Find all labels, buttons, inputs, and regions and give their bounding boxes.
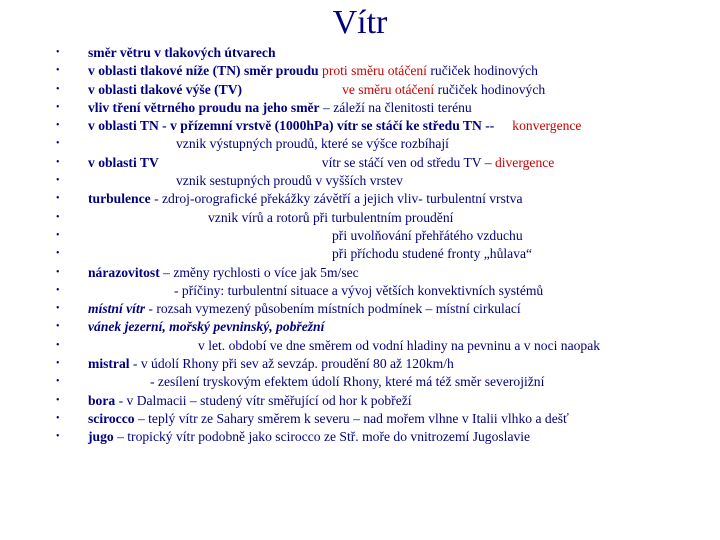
highlight-term: proti směru otáčení xyxy=(322,63,427,79)
term: směr větru v tlakových útvarech xyxy=(88,45,276,60)
bullet-icon: • xyxy=(56,412,60,424)
highlight-term: konvergence xyxy=(512,118,582,134)
line-text xyxy=(208,209,453,227)
highlight-term: ve směru otáčení xyxy=(342,81,435,97)
bullet-icon: • xyxy=(56,65,60,77)
term: mistral xyxy=(88,356,130,372)
text-span: - v údolí Rhony při sev až sevzáp. proudění 80 až 120km/h xyxy=(129,356,454,372)
line-text xyxy=(88,392,412,410)
bullet-line xyxy=(56,337,696,355)
bullet-line xyxy=(56,245,696,263)
line-text xyxy=(332,227,523,245)
line-text xyxy=(150,373,544,391)
term: scirocco xyxy=(88,410,135,426)
bullet-icon: • xyxy=(56,47,60,58)
text-span: – teplý vítr ze Sahary směrem k severu – nad mořem vlhne v Italii vlhko a dešť xyxy=(134,410,569,426)
text-span: při příchodu studené fronty „hůlava“ xyxy=(332,246,533,262)
line-text xyxy=(88,154,554,172)
term: v oblasti TN - v přízemní vrstvě (1000hPa) vítr se stáčí ke středu TN -- xyxy=(88,118,495,134)
bullet-icon: • xyxy=(56,248,60,260)
text-span: - rozsah vymezený působením místních podmínek – místní cirkulací xyxy=(145,301,521,317)
bullet-line xyxy=(56,99,696,117)
text-span: ručiček hodinových xyxy=(426,63,538,79)
text-span: – změny rychlosti o více jak 5m/sec xyxy=(159,264,359,280)
bullet-icon: • xyxy=(56,193,60,205)
bullet-line xyxy=(56,227,696,245)
bullet-icon: • xyxy=(56,211,60,223)
bullet-icon: • xyxy=(56,101,60,113)
bullet-line xyxy=(56,135,696,153)
bullet-icon: • xyxy=(56,229,60,241)
slide-title: Vítr xyxy=(332,4,388,41)
text-span: vznik sestupných proudů v vyšších vrstev xyxy=(176,173,403,189)
bullet-list xyxy=(56,44,696,447)
line-text xyxy=(88,190,522,208)
bullet-line xyxy=(56,209,696,227)
line-text xyxy=(88,44,276,62)
line-text xyxy=(88,81,545,99)
text-span: vznik výstupných proudů, které se výšce rozbíhají xyxy=(176,136,449,152)
bullet-icon: • xyxy=(56,376,60,388)
text-span: - zesílení tryskovým efektem údolí Rhony, které má též směr severojižní xyxy=(150,374,545,390)
bullet-line xyxy=(56,318,696,336)
bullet-icon: • xyxy=(56,284,60,296)
bullet-line xyxy=(56,264,696,282)
line-text xyxy=(88,300,521,318)
line-text xyxy=(88,264,359,282)
text-span: - zdroj-orografické překážky závětří a jejich vliv- turbulentní vrstva xyxy=(150,191,523,207)
term: místní vítr xyxy=(88,301,146,317)
bullet-line xyxy=(56,62,696,80)
text-span: vznik vírů a rotorů při turbulentním proudění xyxy=(208,209,454,225)
text-span: vítr se stáčí ven od středu TV – xyxy=(321,154,495,170)
bullet-line xyxy=(56,282,696,300)
term: bora xyxy=(88,392,116,408)
bullet-icon: • xyxy=(56,138,60,150)
line-text xyxy=(88,117,581,135)
text-span: - v Dalmacii – studený vítr směřující od hor k pobřeží xyxy=(115,392,412,408)
text-span: ručiček hodinových xyxy=(434,81,546,97)
bullet-icon: • xyxy=(56,431,60,443)
term: vánek jezerní, mořský pevninský, pobřežní xyxy=(88,319,325,335)
line-text xyxy=(88,99,472,117)
bullet-icon: • xyxy=(56,303,60,315)
bullet-line xyxy=(56,428,696,446)
highlight-term: divergence xyxy=(494,154,555,170)
bullet-line xyxy=(56,44,696,62)
bullet-icon: • xyxy=(56,358,60,370)
bullet-icon: • xyxy=(56,175,60,187)
term: nárazovitost xyxy=(88,264,160,280)
bullet-line xyxy=(56,300,696,318)
bullet-icon: • xyxy=(56,394,60,406)
line-text xyxy=(88,62,538,80)
bullet-line xyxy=(56,154,696,172)
text-span: při uvolňování přehřátého vzduchu xyxy=(332,227,523,243)
term: v oblasti tlakové výše (TV) xyxy=(88,81,243,97)
bullet-line xyxy=(56,172,696,190)
line-text xyxy=(176,172,403,190)
bullet-icon: • xyxy=(56,266,60,278)
bullet-icon: • xyxy=(56,120,60,132)
line-text xyxy=(88,355,454,373)
line-text xyxy=(88,410,569,428)
bullet-line xyxy=(56,190,696,208)
bullet-line xyxy=(56,81,696,99)
line-text xyxy=(198,337,600,355)
term: turbulence xyxy=(88,191,151,207)
term: vliv tření větrného proudu na jeho směr xyxy=(88,99,320,115)
term: jugo xyxy=(88,429,114,445)
term: v oblasti TV xyxy=(88,154,159,170)
bullet-icon: • xyxy=(56,321,60,333)
bullet-icon: • xyxy=(56,156,60,168)
text-span: – tropický vítr podobně jako scirocco ze Stř. moře do vnitrozemí Jugoslavie xyxy=(113,429,531,445)
bullet-icon: • xyxy=(56,83,60,95)
bullet-line xyxy=(56,117,696,135)
line-text xyxy=(176,135,449,153)
text-span: - příčiny: turbulentní situace a vývoj větších konvektivních systémů xyxy=(174,282,544,298)
line-text xyxy=(332,245,532,263)
bullet-line xyxy=(56,410,696,428)
bullet-icon: • xyxy=(56,339,60,351)
text-span: – záleží na členitosti terénu xyxy=(319,99,472,115)
bullet-line xyxy=(56,392,696,410)
term: v oblasti tlakové níže (TN) směr proudu xyxy=(88,63,323,79)
bullet-line xyxy=(56,355,696,373)
line-text xyxy=(88,428,530,446)
line-text xyxy=(174,282,543,300)
bullet-line xyxy=(56,373,696,391)
line-text xyxy=(88,318,324,336)
text-span: v let. období ve dne směrem od vodní hladiny na pevninu a v noci naopak xyxy=(198,337,601,353)
